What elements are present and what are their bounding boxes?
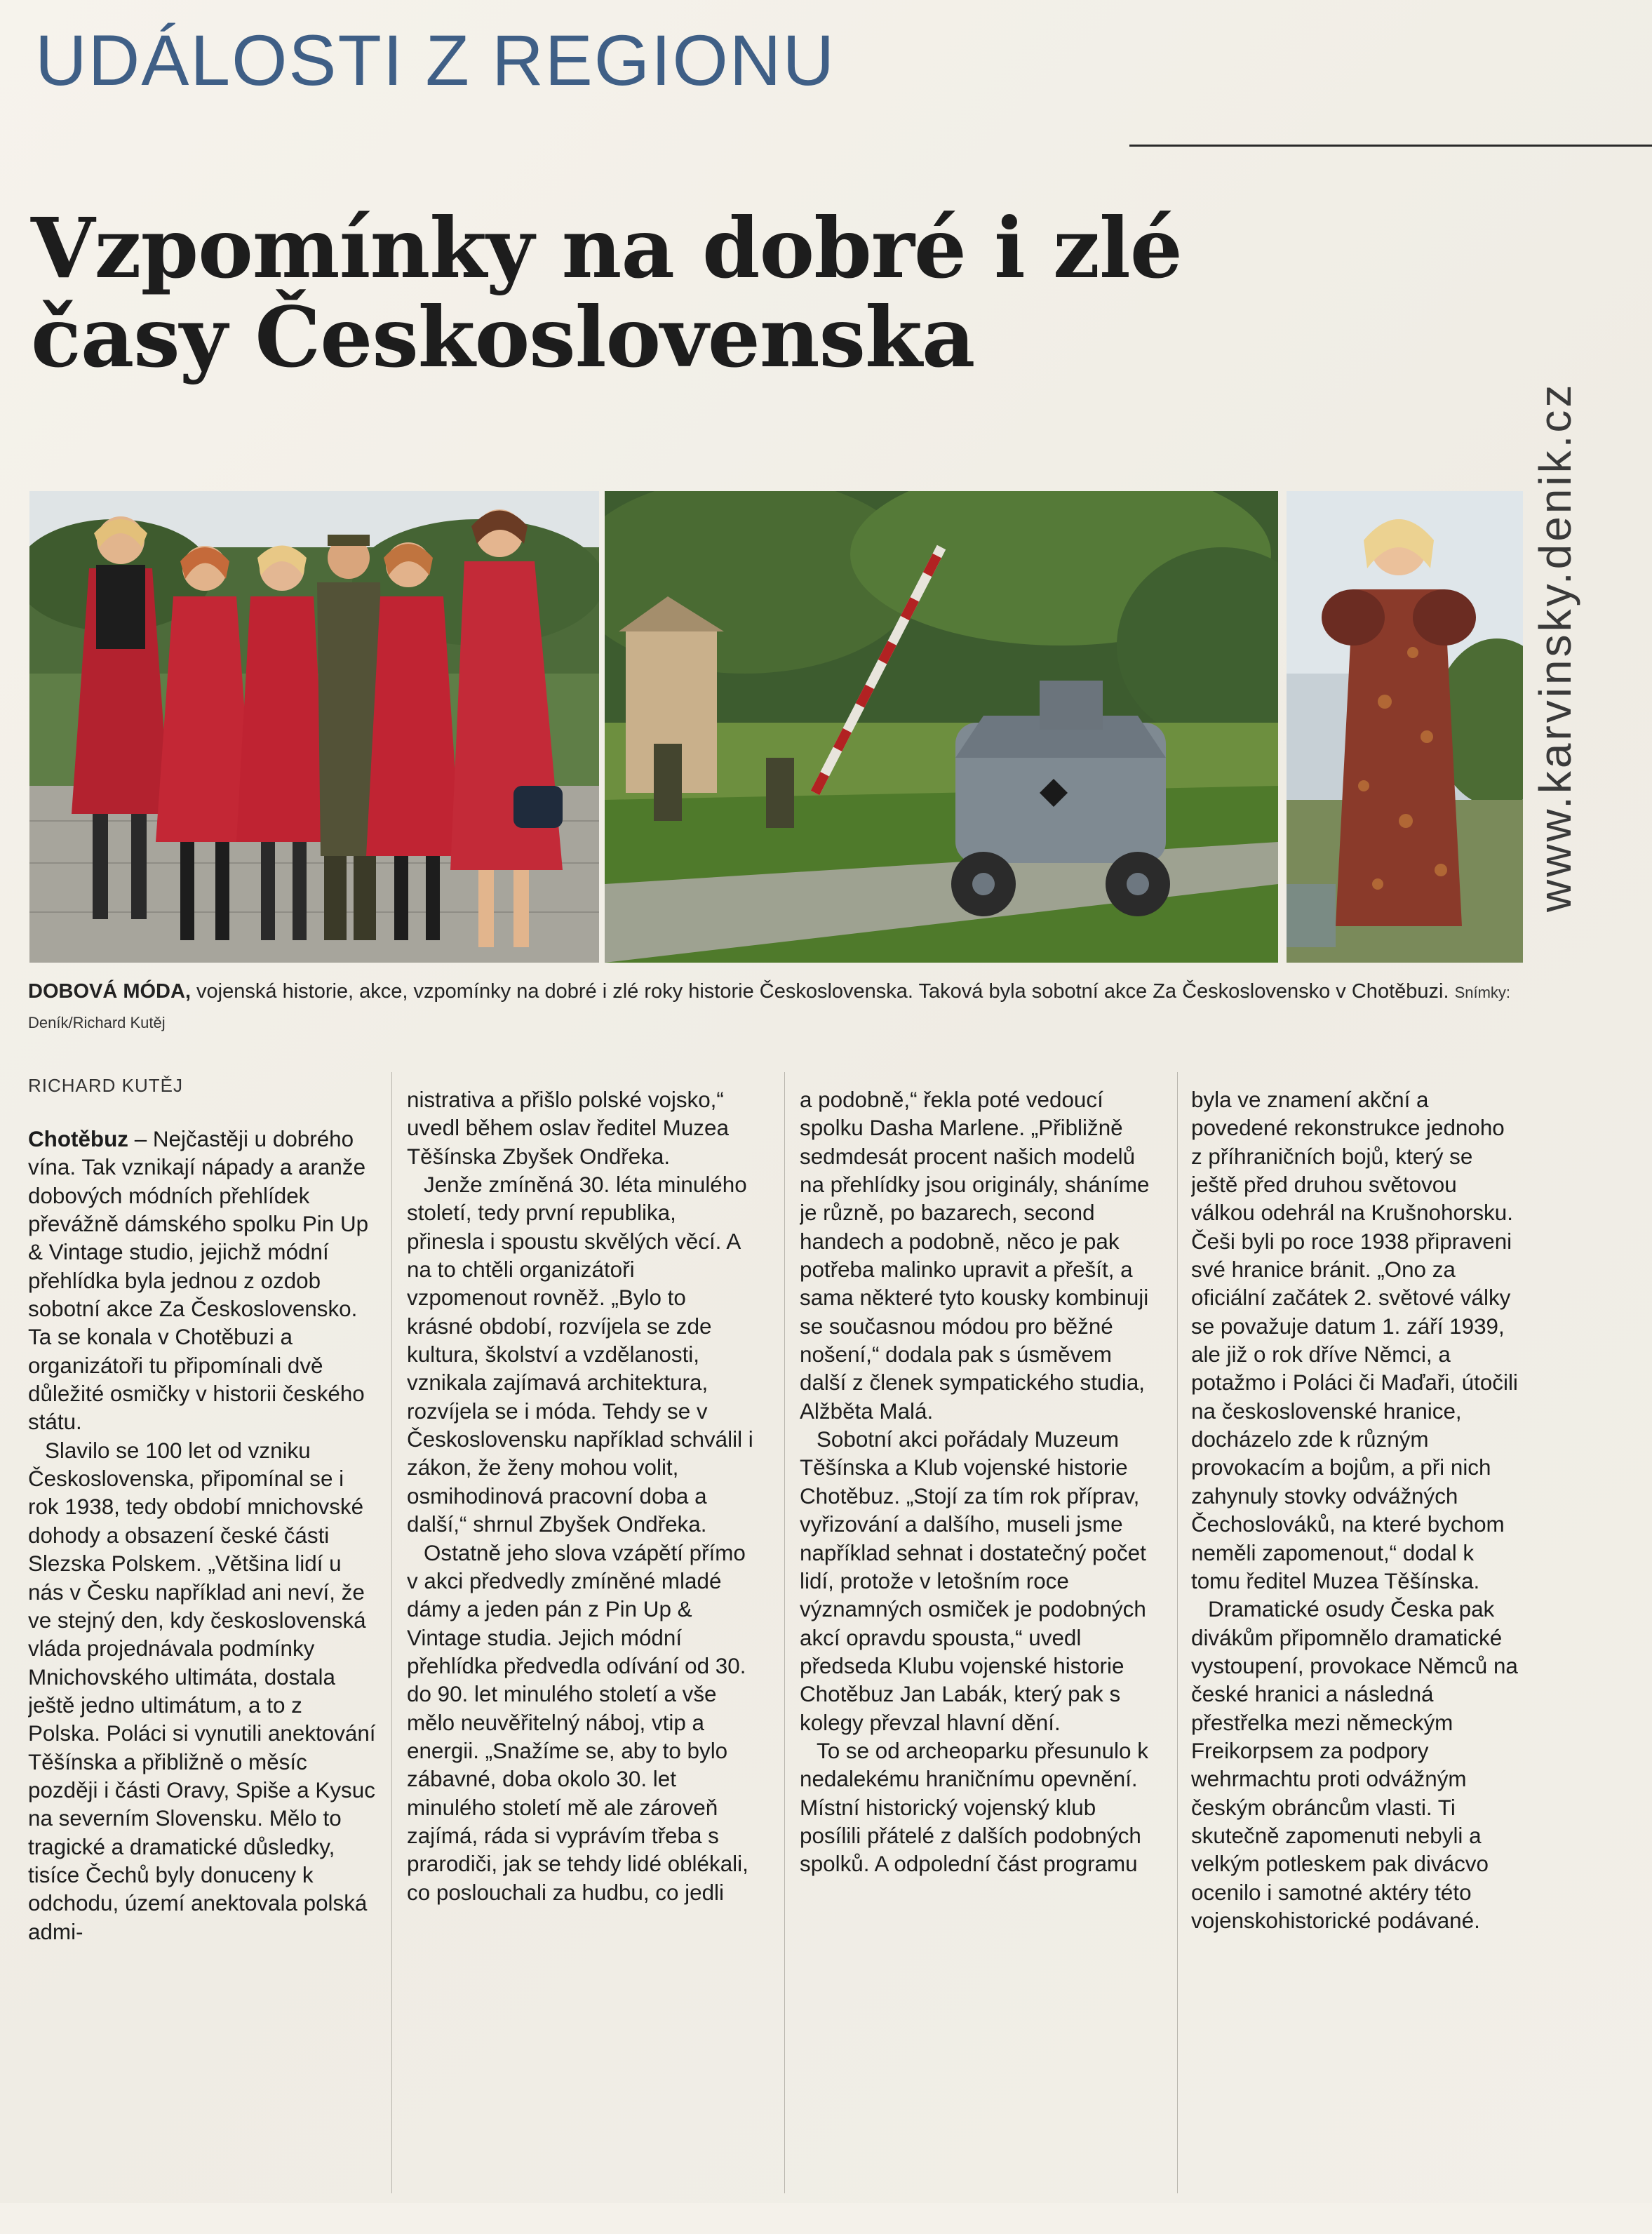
article-column-2 [407,1086,758,2195]
article-column-4 [1191,1086,1521,2195]
dateline: Chotěbuz [28,1127,128,1151]
website-url: www.karvinsky.denik.cz [1530,382,1580,912]
column-rule [391,1072,392,2193]
paragraph-text: – Nejčastěji u dobrého vína. Tak vznikají nápady a aranže dobových módních přehlídek převážně dámského spolku Pin Up & Vintage studio, jejichž módní přehlídka byla jednou z ozdob sobotní akce Za Československo. Ta se konala v Chotěbuzi a organizátoři tu připomínali dvě důležité osmičky v historii českého státu. [28,1127,369,1435]
photo-credit: Snímky: Deník/Richard Kutěj [28,984,1511,1031]
paragraph: Jenže zmíněná 30. léta minulého století, tedy první republika, přinesla i spoustu skvělých věcí. A na to chtěli organizátoři vzpomenout rovněž. „Bylo to krásné období, rozvíjela se zde kultura, školství a vzdělanosti, vznikala zajímavá architektura, rozvíjela se i móda. Tehdy se v Československu například schválil i zákon, že ženy mohou volit, osmihodinová pracovní doba a další,“ shrnul Zbyšek Ondřeka. [407,1172,753,1537]
paragraph: byla ve znamení akční a povedené rekonstrukce jednoho z příhraničních bojů, který se ještě před druhou světovou válkou odehrál na Krušnohorsku. Češi byli po roce 1938 připraveni své hranice bránit. „Ono za oficiální začátek 2. světové války se považuje datum 1. září 1939, ale již o rok dříve Němci, a potažmo i Poláci či Maďaři, útočili na československé hranice, docházelo zde k různým provokacím a bojům, a při nich zahynuly stovky odvážných Čechoslováků, na které bychom neměli zapomenout,“ dodal k tomu ředitel Muzea Těšínska. [1191,1088,1518,1593]
paragraph: nistrativa a přišlo polské vojsko,“ uvedl během oslav ředitel Muzea Těšínska Zbyšek Ondřeka. [407,1088,729,1169]
paragraph: Ostatně jeho slova vzápětí přímo v akci předvedly zmíněné mladé dámy a jeden pán z Pin Up & Vintage studia. Jejich módní přehlídka předvedla odívání od 30. do 90. let minulého století a vše mělo neuvěřitelný náboj, vtip a energii. „Snažíme se, aby to bylo zábavné, doba okolo 30. let minulého století mě ale zároveň zajímá, ráda si vyprávím třeba s prarodiči, jak se tehdy lidé oblékali, co poslouchali za hudbu, co jedli [407,1540,748,1905]
caption-text: vojenská historie, akce, vzpomínky na dobré i zlé roky historie Československa. Taková byla sobotní akce Za Československo v Chotěbuzi. [191,980,1455,1003]
byline: RICHARD KUTĚJ [28,1075,184,1096]
paragraph: Dramatické osudy Česka pak divákům připomnělo dramatické vystoupení, provokace Němců na české hranici a následná přestřelka mezi německým Freikorpsem za podpory wehrmachtu proti odvážným českým obráncům vlasti. Ti skutečně zapomenuti nebyli a velkým potleskem pak divácvo ocenilo i samotné aktéry této vojenskohistorické podávané. [1191,1597,1518,1933]
paragraph: a podobně,“ řekla poté vedoucí spolku Dasha Marlene. „Přibližně sedmdesát procent našich modelů na přehlídky jsou originály, sháníme je různě, po bazarech, second handech a podobně, něco je pak potřeba malinko upravit a přešít, a sama některé tyto kousky kombinuji se současnou módou pro běžné nošení,“ dodala pak s úsměvem další z členek sympatického studia, Alžběta Malá. [800,1088,1150,1424]
article-column-3 [800,1086,1150,2195]
section-heading: UDÁLOSTI Z REGIONU [35,20,836,100]
caption-lead: DOBOVÁ MÓDA, [28,980,191,1003]
headline: Vzpomínky na dobré i zlé časy Československa [31,199,1182,387]
article-column-1 [28,1125,379,2234]
photo-caption [28,977,1536,1037]
column-rule [1177,1072,1178,2193]
paragraph [28,1125,379,1437]
paragraph: Slavilo se 100 let od vzniku Československa, připomínal se i rok 1938, tedy období mnichovské dohody a obsazení české části Slezska Polskem. „Většina lidí u nás v Česku například ani neví, že ve stejný den, kdy československá vláda projednávala podmínky Mnichovského ultimáta, dostala ještě jedno ultimátum, a to z Polska. Poláci si vynutili anektování Těšínska a přibližně o měsíc později i části Oravy, Spiše a Kysuc na severním Slovensku. Mělo to tragické a dramatické důsledky, tisíce Čechů byly donuceny k odchodu, území anektovala polská admi- [28,1438,376,1944]
paragraph: Sobotní akci pořádaly Muzeum Těšínska a Klub vojenské historie Chotěbuz. „Stojí za tím rok příprav, vyřizování a dalšího, museli jsme například sehnat i dostatečný počet lidí, protože v letošním roce významných osmiček je podobných akcí opravdu spousta,“ uvedl předseda Klubu vojenské historie Chotěbuz Jan Labák, který pak s kolegy převzal hlavní dění. [800,1427,1146,1735]
paragraph: To se od archeoparku přesunulo k nedalekému hraničnímu opevnění. Místní historický vojenský klub posílili přátelé z dalších podobných spolků. A odpolední část programu [800,1738,1148,1877]
photo-woman-dress [1287,491,1523,963]
photo-fashion-group [29,491,599,963]
photo-armored-car [605,491,1278,963]
column-rule [784,1072,785,2193]
